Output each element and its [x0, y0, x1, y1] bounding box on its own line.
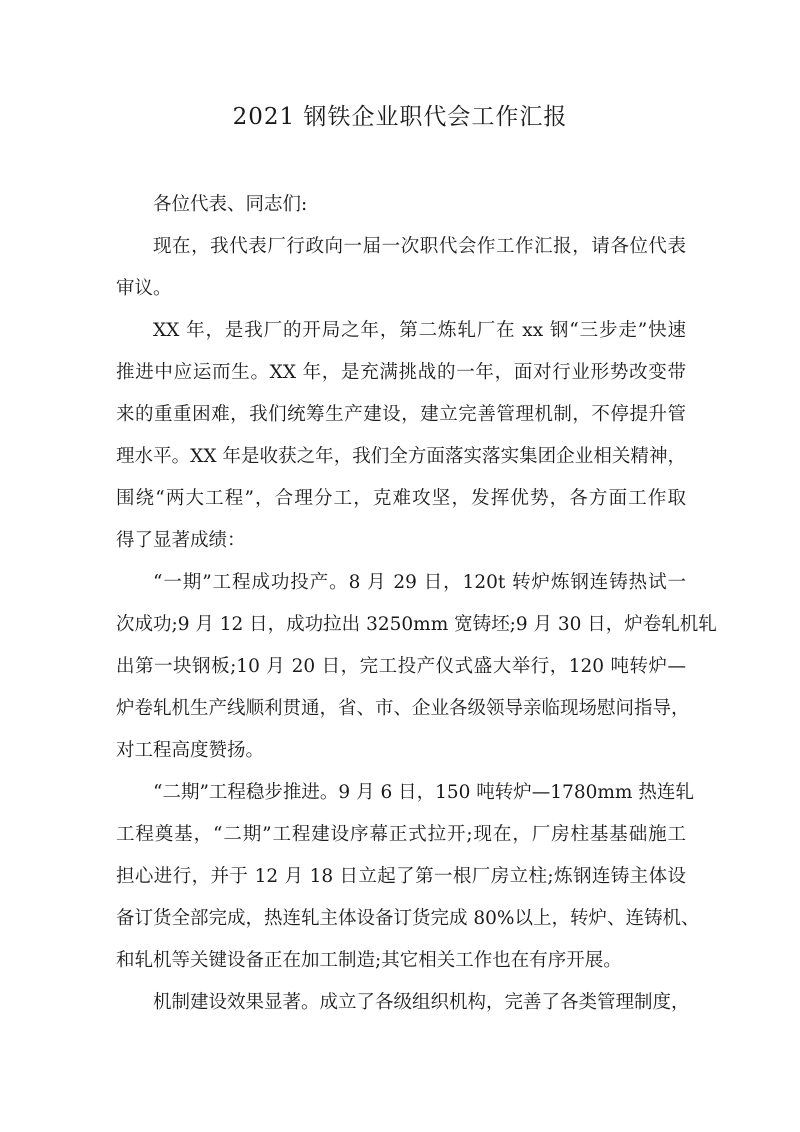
paragraph-line: 机制建设效果显著。成立了各级组织机构，完善了各类管理制度， [153, 992, 690, 1013]
paragraph-line: XX 年，是我厂的开局之年，第二炼轧厂在 xx 钢“三步走”快速 [153, 320, 686, 341]
paragraph-line: 对工程高度赞扬。 [116, 740, 265, 761]
paragraph-line: 审议。 [116, 278, 172, 299]
paragraph-line: 推进中应运而生。XX 年，是充满挑战的一年，面对行业形势改变带 [116, 362, 686, 383]
paragraph-line: 得了显著成绩： [116, 530, 246, 551]
document-title: 2021 钢铁企业职代会工作汇报 [232, 104, 568, 130]
paragraph-line: 围绕“两大工程”，合理分工，克难攻坚，发挥优势，各方面工作取 [116, 488, 686, 509]
paragraph-line: 理水平。XX 年是收获之年，我们全方面落实落实集团企业相关精神， [116, 446, 686, 467]
paragraph-line: 担心进行，并于 12 月 18 日立起了第一根厂房立柱;炼钢连铸主体设 [116, 866, 686, 887]
paragraph-line: 出第一块钢板;10 月 20 日，完工投产仪式盛大举行，120 吨转炉— [116, 656, 686, 677]
salutation-line: 各位代表、同志们: [153, 194, 308, 215]
paragraph-line: 来的重重困难，我们统筹生产建设，建立完善管理机制，不停提升管 [116, 404, 686, 425]
paragraph-line: 炉卷轧机生产线顺利贯通，省、市、企业各级领导亲临现场慰问指导， [116, 698, 690, 719]
paragraph-line: 次成功;9 月 12 日，成功拉出 3250mm 宽铸坯;9 月 30 日，炉卷轧机轧 [116, 614, 717, 635]
paragraph-line: 工程奠基，“二期”工程建设序幕正式拉开;现在，厂房柱基基础施工 [116, 824, 686, 845]
paragraph-line: 现在，我代表厂行政向一届一次职代会作工作汇报，请各位代表 [153, 236, 686, 257]
paragraph-line: “一期”工程成功投产。8 月 29 日，120t 转炉炼钢连铸热试一 [153, 572, 686, 593]
paragraph-line: 和轧机等关键设备正在加工制造;其它相关工作也在有序开展。 [116, 950, 622, 971]
paragraph-line: 备订货全部完成，热连轧主体设备订货完成 80%以上，转炉、连铸机、 [116, 908, 700, 929]
paragraph-line: “二期”工程稳步推进。9 月 6 日，150 吨转炉—1780mm 热连轧 [153, 782, 694, 803]
